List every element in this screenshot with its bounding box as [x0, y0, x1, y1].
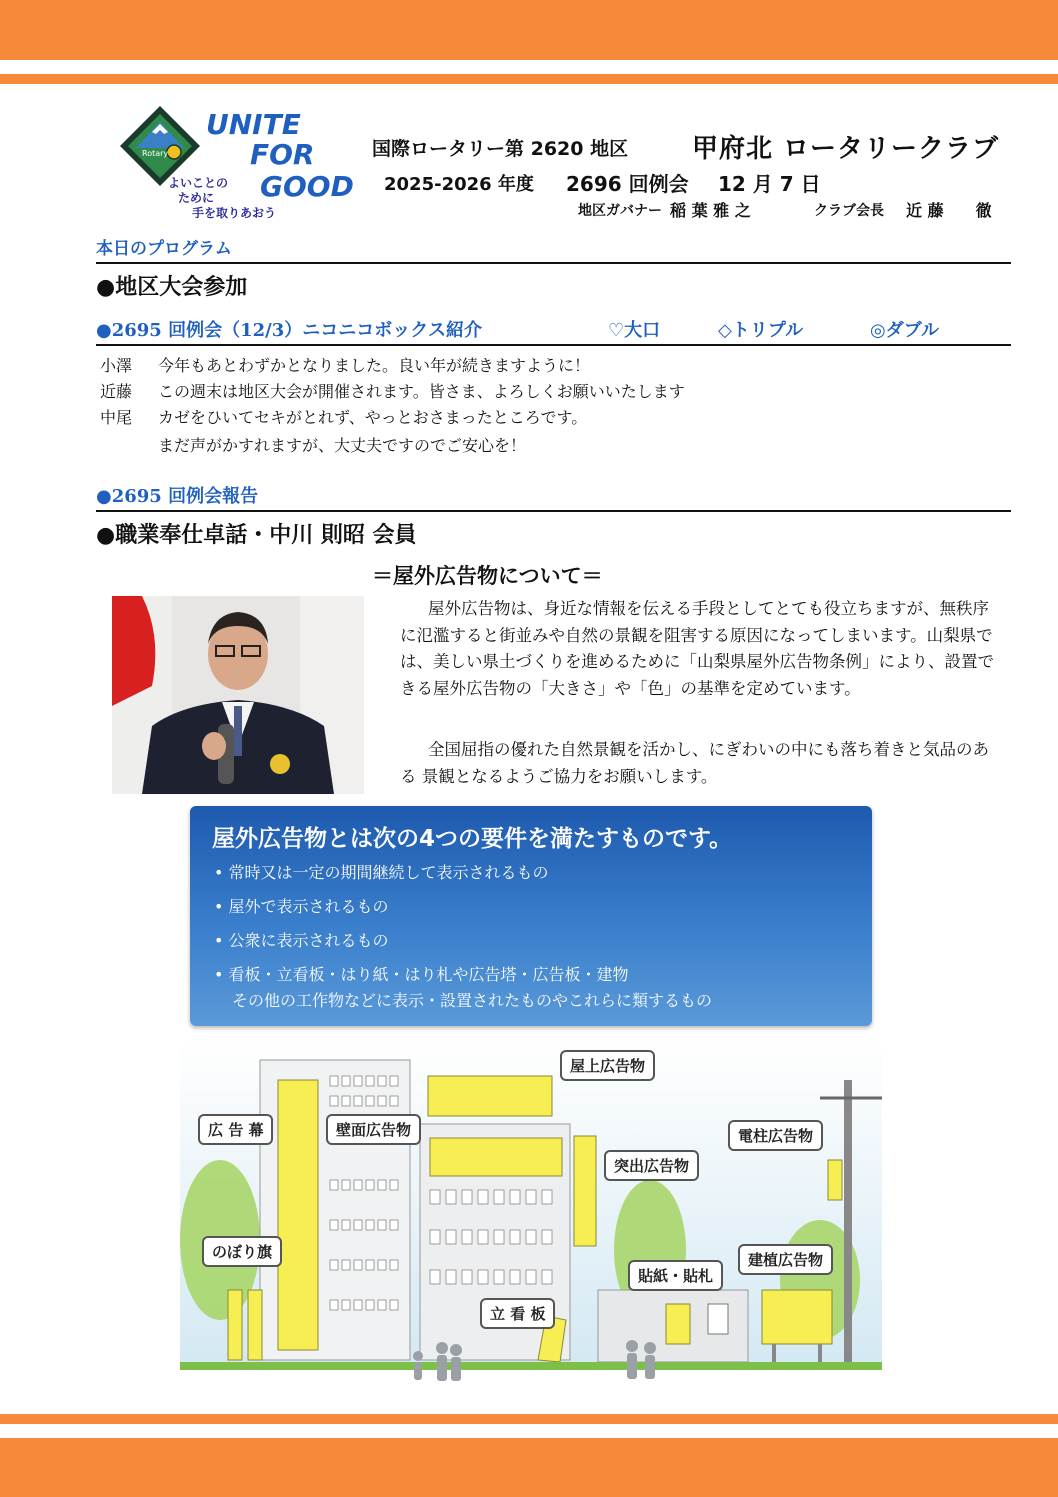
slogan-sub-1: よいことの [168, 176, 229, 190]
label-paper: 貼紙・貼札 [628, 1260, 723, 1291]
info-box [190, 806, 872, 1026]
speaker-photo [112, 596, 364, 794]
slogan-line-2: FOR [250, 138, 315, 171]
info-item: • 看板・立看板・はり紙・はり札や広告塔・広告板・建物 [214, 965, 629, 984]
slogan-sub-2: ために [178, 191, 215, 205]
slogan-line-1: UNITE [206, 108, 301, 141]
divider [96, 344, 1011, 346]
talk-subtitle: ＝屋外広告物について＝ [372, 564, 603, 588]
meeting-number: 2696 回例会 [566, 172, 689, 196]
district-name: 国際ロータリー第 2620 地区 [372, 138, 629, 160]
member-name: 近藤 [100, 382, 133, 401]
governor-name: 稲 葉 雅 之 [670, 201, 751, 220]
info-item: • 常時又は一定の期間継続して表示されるもの [214, 863, 549, 882]
label-wall: 壁面広告物 [326, 1114, 421, 1145]
label-standing: 立 看 板 [480, 1298, 555, 1329]
club-name: 甲府北 ロータリークラブ [692, 134, 1000, 164]
info-title: 屋外広告物とは次の4つの要件を満たすものです。 [212, 826, 733, 852]
slogan-line-3: GOOD [260, 170, 354, 203]
talk-title: ●職業奉仕卓話・中川 則昭 会員 [96, 523, 417, 548]
svg-text:Rotary: Rotary [142, 149, 169, 158]
message-row [100, 354, 590, 378]
message-row [100, 380, 685, 404]
info-item: • 屋外で表示されるもの [214, 897, 389, 916]
member-name: 中尾 [100, 408, 133, 427]
niconico-heading: ●2695 回例会（12/3）ニコニコボックス紹介 [96, 320, 483, 341]
governor-label: 地区ガバナー [578, 203, 662, 219]
message-text: この週末は地区大会が開催されます。皆さま、よろしくお願いいたします [158, 382, 685, 401]
info-item-continuation: その他の工作物などに表示・設置されたものやこれらに類するもの [232, 991, 713, 1010]
divider [96, 262, 1011, 264]
member-name: 小澤 [100, 356, 133, 375]
bottom-bar [0, 1438, 1058, 1497]
label-ground: 建植広告物 [738, 1244, 833, 1275]
message-text: 今年もあとわずかとなりました。良い年が続きますように！ [158, 356, 591, 375]
label-banner: 広 告 幕 [198, 1114, 273, 1145]
message-row [100, 406, 587, 430]
report-heading: ●2695 回例会報告 [96, 486, 259, 507]
slogan-sub [168, 176, 298, 221]
legend-triple: ◇トリプル [718, 320, 804, 341]
divider [96, 510, 1011, 512]
outdoor-ad-illustration [180, 1040, 882, 1402]
info-item-text: 常時又は一定の期間継続して表示されるもの [228, 863, 549, 882]
message-text: カゼをひいてセキがとれず、やっとおさまったところです。 [158, 408, 588, 427]
year: 2025-2026 年度 [384, 174, 534, 195]
top-bar [0, 0, 1058, 60]
info-item-text: 屋外で表示されるもの [228, 897, 389, 916]
label-projecting: 突出広告物 [604, 1150, 699, 1181]
legend-large: ♡大口 [608, 320, 661, 341]
label-pole: 電柱広告物 [728, 1120, 823, 1151]
talk-paragraph: 全国屈指の優れた自然景観を活かし、にぎわいの中にも落ち着きと気品のある 景観となるようご協力をお願いします。 [400, 740, 989, 786]
slogan-sub-3: 手を取りあおう [192, 206, 277, 220]
talk-paragraph: 屋外広告物は、身近な情報を伝える手段としてとても役立ちますが、無秩序に氾濫すると街並みや自然の景観を阻害する原因になってしまいます。山梨県では、美しい県土づくりを進めるために「山梨県屋外広告物条例」により、設置できる屋外広告物の「大きさ」や「色」の基準を定めています。 [400, 599, 994, 698]
message-row [100, 434, 526, 458]
legend-double: ◎ダブル [870, 320, 939, 341]
bottom-bar-thin [0, 1414, 1058, 1424]
info-item: • 公衆に表示されるもの [214, 931, 389, 950]
top-bar-thin [0, 74, 1058, 84]
label-flag: のぼり旗 [202, 1236, 282, 1267]
program-item: ●地区大会参加 [96, 275, 248, 300]
meeting-date: 12 月 7 日 [718, 172, 821, 196]
info-item-text: 公衆に表示されるもの [228, 931, 389, 950]
president-label: クラブ会長 [814, 203, 884, 219]
program-heading: 本日のプログラム [96, 239, 232, 259]
label-rooftop: 屋上広告物 [560, 1050, 655, 1081]
info-item-text: 看板・立看板・はり紙・はり札や広告塔・広告板・建物 [228, 965, 629, 984]
message-text: まだ声がかすれますが、大丈夫ですのでご安心を！ [158, 436, 527, 455]
president-name: 近 藤 徹 [906, 201, 992, 220]
